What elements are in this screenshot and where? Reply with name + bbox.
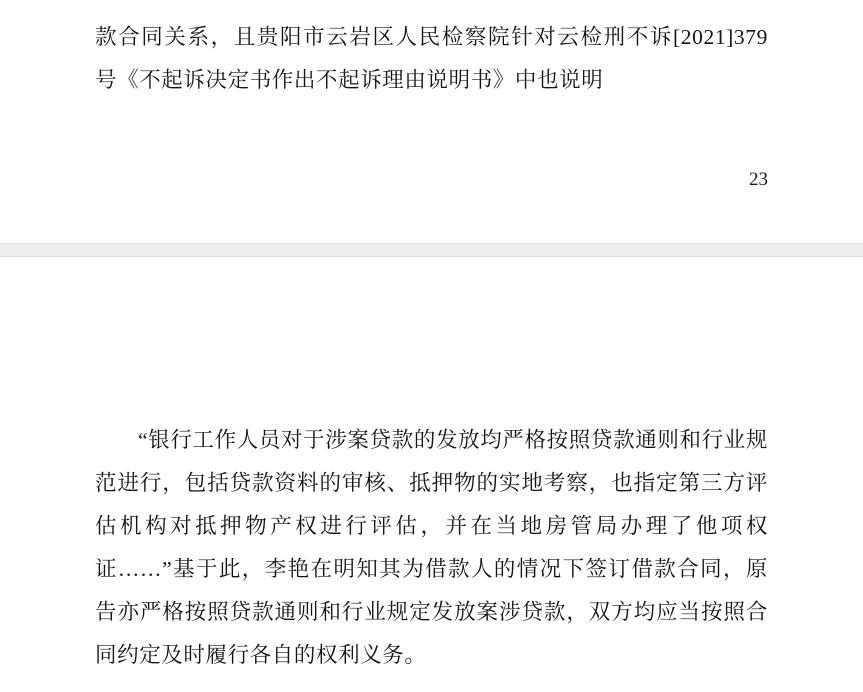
paragraph-quoted-statement: “银行工作人员对于涉案贷款的发放均严格按照贷款通则和行业规范进行，包括贷款资料的审核、抵押物的实地考察，也指定第三方评估机构对抵押物产权进行评估，并在当地房管局办理了他项权证……”基于此，李艳在明知其为借款人的情况下签订借款合同，原告亦严格按照贷款通则和行业规定发放案涉贷款，双方均应当按照合同约定及时履行各自的权利义务。 bbox=[95, 428, 768, 667]
paragraph-continuation: 款合同关系，且贵阳市云岩区人民检察院针对云检刑不诉[2021]379 号《不起诉决定书作出不起诉理由说明书》中也说明 bbox=[95, 25, 768, 92]
page-upper-content bbox=[0, 0, 863, 102]
document-page-lower bbox=[0, 257, 863, 692]
page-separator bbox=[0, 243, 863, 257]
page-number-label: 23 bbox=[749, 169, 768, 190]
document-page-upper bbox=[0, 0, 863, 243]
page-lower-content bbox=[0, 257, 863, 677]
